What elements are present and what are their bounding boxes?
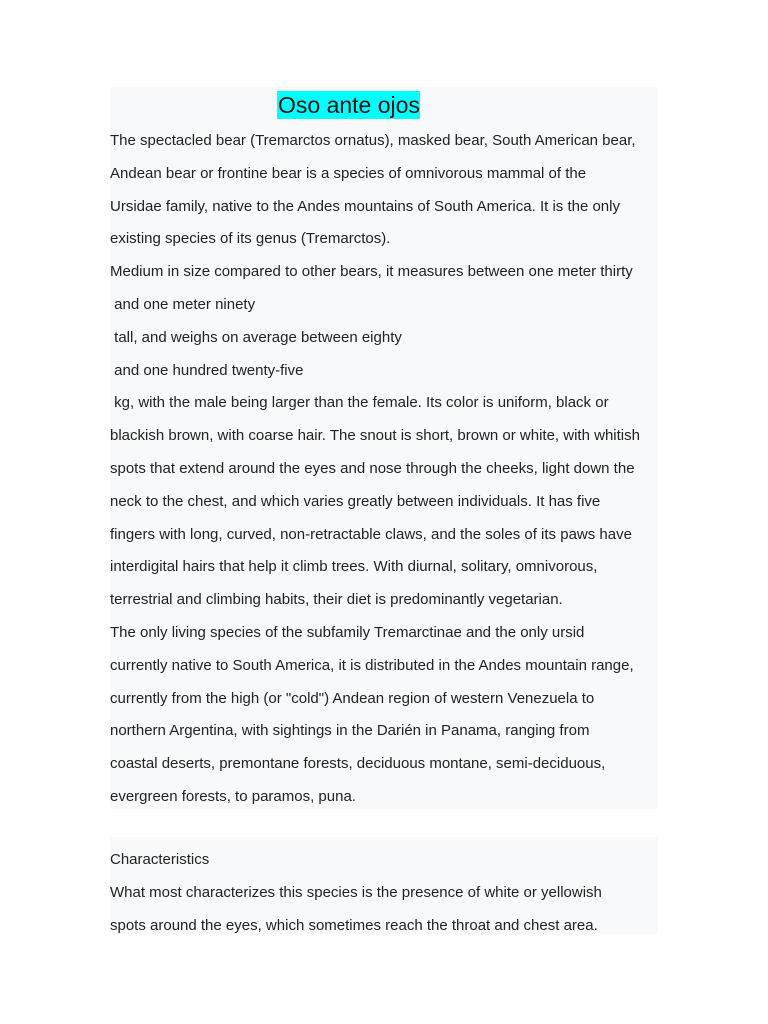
text-line: existing species of its genus (Tremarctos). [110,230,391,248]
article-intro-block [110,87,658,809]
text-line: What most characterizes this species is the presence of white or yellowish [110,883,602,901]
text-line: terrestrial and climbing habits, their diet is predominantly vegetarian. [110,591,563,609]
title-row [110,87,658,125]
text-line: and one meter ninety [110,295,256,313]
text-line: northern Argentina, with sightings in the Darién in Panama, ranging from [110,722,590,740]
text-line: Medium in size compared to other bears, it measures between one meter thirty [110,263,633,281]
text-line: spots around the eyes, which sometimes reach the throat and chest area. [110,916,598,934]
page-title: Oso ante ojos [278,92,420,118]
text-line: neck to the chest, and which varies greatly between individuals. It has five [110,492,601,510]
text-line: kg, with the male being larger than the female. Its color is uniform, black or [110,394,609,412]
intro-paragraphs [110,125,658,814]
text-line: tall, and weighs on average between eighty [110,328,402,346]
text-line: interdigital hairs that help it climb trees. With diurnal, solitary, omnivorous, [110,558,598,576]
text-line: The spectacled bear (Tremarctos ornatus), masked bear, South American bear, [110,132,636,149]
text-line: fingers with long, curved, non-retractable claws, and the soles of its paws have [110,525,632,543]
text-line: blackish brown, with coarse hair. The snout is short, brown or white, with whitish [110,427,640,445]
text-line: Andean bear or frontine bear is a species of omnivorous mammal of the [110,164,587,182]
text-line: and one hundred twenty-five [110,361,304,379]
text-line: The only living species of the subfamily Tremarctinae and the only ursid [110,623,585,641]
text-line: spots that extend around the eyes and nose through the cheeks, light down the [110,459,635,477]
characteristics-paragraphs [110,837,658,942]
text-line: currently native to South America, it is distributed in the Andes mountain range, [110,656,634,674]
text-line: currently from the high (or "cold") Andean region of western Venezuela to [110,689,595,707]
text-line: evergreen forests, to paramos, puna. [110,787,356,805]
section-heading: Characteristics [110,851,210,868]
text-line: coastal deserts, premontane forests, deciduous montane, semi-deciduous, [110,755,606,773]
characteristics-block [110,837,658,934]
text-line: Ursidae family, native to the Andes mountains of South America. It is the only [110,197,620,215]
